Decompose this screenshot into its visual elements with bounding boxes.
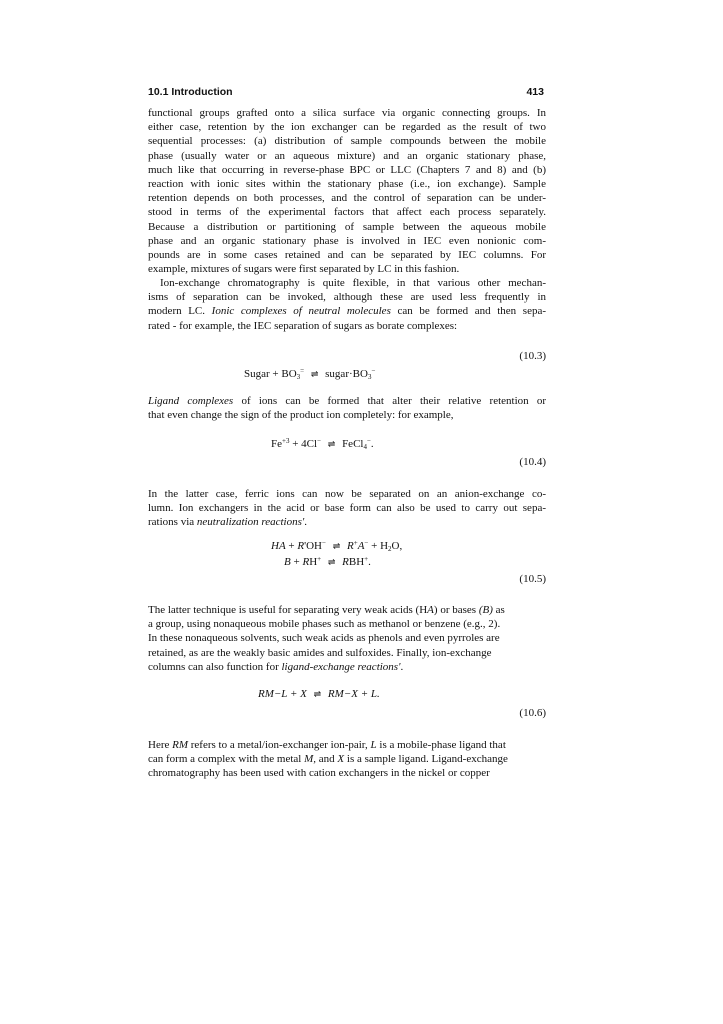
text-run: refers to a metal/ion-exchanger ion-pair, bbox=[190, 739, 368, 751]
equation-10-5-line-2 bbox=[284, 556, 371, 568]
text-run: The latter technique is useful for separating very weak acids (H bbox=[148, 604, 428, 616]
italic-term: X bbox=[337, 753, 345, 766]
equation-10-3 bbox=[244, 368, 375, 380]
equation-term: . bbox=[377, 688, 380, 700]
italic-term: RM bbox=[172, 739, 189, 751]
text-line bbox=[148, 660, 546, 674]
paragraph-4 bbox=[148, 487, 546, 530]
equation-10-6 bbox=[258, 688, 380, 700]
text-run: Here bbox=[148, 739, 170, 751]
section-title: 10.1 Introduction bbox=[148, 86, 233, 98]
equation-term: O, bbox=[391, 540, 403, 552]
equation-number: (10.5) bbox=[519, 573, 546, 585]
text-run: of ions can be formed that alter their relative retention or bbox=[241, 395, 547, 407]
paragraph-2 bbox=[148, 276, 546, 333]
text-line bbox=[148, 603, 546, 617]
equation-number: (10.6) bbox=[519, 707, 546, 719]
equilibrium-arrow: ⇌ bbox=[310, 369, 319, 379]
text-line: In these nonaqueous solvents, such weak acids as phenols and even pyrroles are bbox=[148, 632, 500, 645]
text-line bbox=[148, 304, 546, 318]
equation-term: . bbox=[368, 556, 371, 568]
equilibrium-arrow: ⇌ bbox=[327, 557, 336, 567]
text-line: sequential processes: (a) distribution of sample compounds between the mobile bbox=[148, 135, 546, 148]
text-line: that even change the sign of the product ion completely: for example, bbox=[148, 409, 454, 422]
paragraph-1 bbox=[148, 106, 546, 276]
subscript: 3 bbox=[367, 373, 372, 381]
text-line: lumn. Ion exchangers in the acid or base form can also be used to carry out sepa- bbox=[148, 502, 546, 515]
equation-term: R bbox=[302, 556, 310, 568]
text-run: is a mobile-phase ligand that bbox=[379, 739, 506, 751]
superscript: + bbox=[317, 555, 322, 563]
superscript: − bbox=[322, 539, 326, 547]
text-run: modern LC. bbox=[148, 305, 206, 318]
text-line: retained, as are the weakly basic amides and sulfoxides. Finally, ion-exchange bbox=[148, 646, 492, 659]
page-number: 413 bbox=[526, 86, 544, 98]
equation-term: R bbox=[342, 556, 349, 568]
equation-term: RM−X + L bbox=[327, 688, 377, 700]
superscript: − bbox=[317, 437, 322, 445]
equation-term: BH bbox=[348, 556, 365, 568]
text-run: can be formed and then sepa- bbox=[397, 305, 547, 318]
text-run: can form a complex with the metal bbox=[148, 753, 302, 766]
text-line: Because a distribution or partitioning of sample between the aqueous mobile bbox=[148, 220, 546, 233]
paragraph-5 bbox=[148, 603, 546, 674]
equation-term: Fe bbox=[271, 438, 282, 450]
equation-term: 'OH bbox=[304, 540, 322, 552]
text-line: a group, using nonaqueous mobile phases such as methanol or benzene (e.g., 2). bbox=[148, 618, 501, 631]
equation-term: + bbox=[288, 540, 295, 552]
paragraph-3 bbox=[148, 394, 546, 422]
text-line: either case, retention by the ion exchanger can be regarded as the result of two bbox=[148, 121, 546, 134]
equation-term: . bbox=[370, 438, 374, 450]
subscript: 2 bbox=[388, 545, 392, 553]
superscript: + bbox=[364, 555, 369, 563]
paragraph-6 bbox=[148, 738, 546, 781]
text-line bbox=[148, 752, 546, 766]
text-line: chromatography has been used with cation exchangers in the nickel or copper bbox=[148, 767, 490, 780]
equation-number: (10.4) bbox=[519, 456, 546, 468]
equation-term: + bbox=[293, 556, 300, 568]
italic-term: Ionic complexes of neutral molecules bbox=[211, 305, 391, 318]
text-run: ) or bases bbox=[433, 604, 477, 616]
italic-term: neutralization reactions' bbox=[196, 516, 305, 529]
equation-10-4 bbox=[271, 438, 374, 450]
superscript: = bbox=[300, 367, 305, 375]
text-line: retention depends on both processes, and the control of separation can be under- bbox=[148, 192, 546, 205]
text-line: functional groups grafted onto a silica surface via organic connecting groups. In bbox=[148, 107, 546, 119]
equation-term: HA bbox=[271, 540, 286, 552]
equation-term: R bbox=[297, 540, 305, 552]
equation-number: (10.3) bbox=[519, 350, 546, 362]
equilibrium-arrow: ⇌ bbox=[332, 541, 341, 551]
text-line: reaction with ionic sites within the stationary phase (i.e., ion exchange). Sample bbox=[148, 178, 546, 191]
text-line: example, mixtures of sugars were first separated by LC in this fashion. bbox=[148, 263, 460, 276]
text-line: phase and an organic stationary phase is involved in IEC even nonionic com- bbox=[148, 234, 546, 247]
subscript: 4 bbox=[363, 443, 367, 451]
superscript: − bbox=[364, 539, 369, 547]
superscript: − bbox=[371, 367, 376, 375]
italic-term: M, bbox=[304, 753, 317, 766]
italic-term: A bbox=[427, 604, 434, 616]
superscript: + bbox=[353, 539, 358, 547]
text-line: isms of separation can be invoked, although these are used less frequently in bbox=[148, 291, 546, 304]
text-line: stood in terms of the experimental factors that affect each process separately. bbox=[148, 206, 546, 219]
italic-term: (B) bbox=[478, 604, 493, 616]
text-run: and bbox=[318, 753, 335, 766]
equation-term: FeCl bbox=[342, 438, 364, 450]
equation-term: sugar·BO bbox=[325, 368, 368, 380]
text-line bbox=[148, 394, 546, 408]
text-run: rations via bbox=[148, 516, 195, 529]
equation-term: + 4Cl bbox=[292, 438, 318, 450]
text-line: Ion-exchange chromatography is quite flexible, in that various other mechan- bbox=[160, 277, 546, 289]
equation-term: A bbox=[357, 540, 365, 552]
equation-term: + bbox=[371, 540, 378, 552]
equilibrium-arrow: ⇌ bbox=[327, 439, 336, 449]
text-line: phase (usually water or an aqueous mixture) and an organic stationary phase, bbox=[148, 149, 546, 162]
text-line: In the latter case, ferric ions can now be separated on an anion-exchange co- bbox=[148, 488, 546, 500]
superscript: +3 bbox=[282, 437, 290, 445]
italic-term: L bbox=[370, 739, 377, 751]
equation-term: Sugar + BO bbox=[244, 368, 297, 380]
text-line: much like that occurring in reverse-phase BPC or LLC (Chapters 7 and 8) and (b) bbox=[148, 163, 546, 176]
subscript: 3 bbox=[296, 373, 301, 381]
equation-term: H bbox=[380, 540, 389, 552]
italic-term: ligand-exchange reactions' bbox=[281, 660, 401, 673]
text-line bbox=[148, 738, 546, 752]
equilibrium-arrow: ⇌ bbox=[313, 689, 322, 699]
text-line bbox=[148, 515, 546, 529]
equation-term: H bbox=[309, 556, 318, 568]
equation-term: B bbox=[284, 556, 291, 568]
italic-term: Ligand complexes bbox=[148, 395, 234, 407]
text-run: is a sample ligand. Ligand-exchange bbox=[346, 753, 508, 766]
text-line: pounds are in some cases retained and can be separated by IEC columns. For bbox=[148, 249, 546, 262]
text-run: . bbox=[304, 516, 307, 529]
text-line: rated - for example, the IEC separation of sugars as borate complexes: bbox=[148, 319, 458, 332]
text-run: as bbox=[495, 604, 505, 616]
text-run: columns can also function for bbox=[148, 660, 279, 673]
equation-term: R bbox=[347, 540, 354, 552]
equation-10-5-line-1 bbox=[271, 540, 402, 552]
superscript: − bbox=[366, 437, 371, 445]
equation-term: RM−L + X bbox=[258, 688, 307, 700]
text-run: . bbox=[400, 660, 404, 673]
